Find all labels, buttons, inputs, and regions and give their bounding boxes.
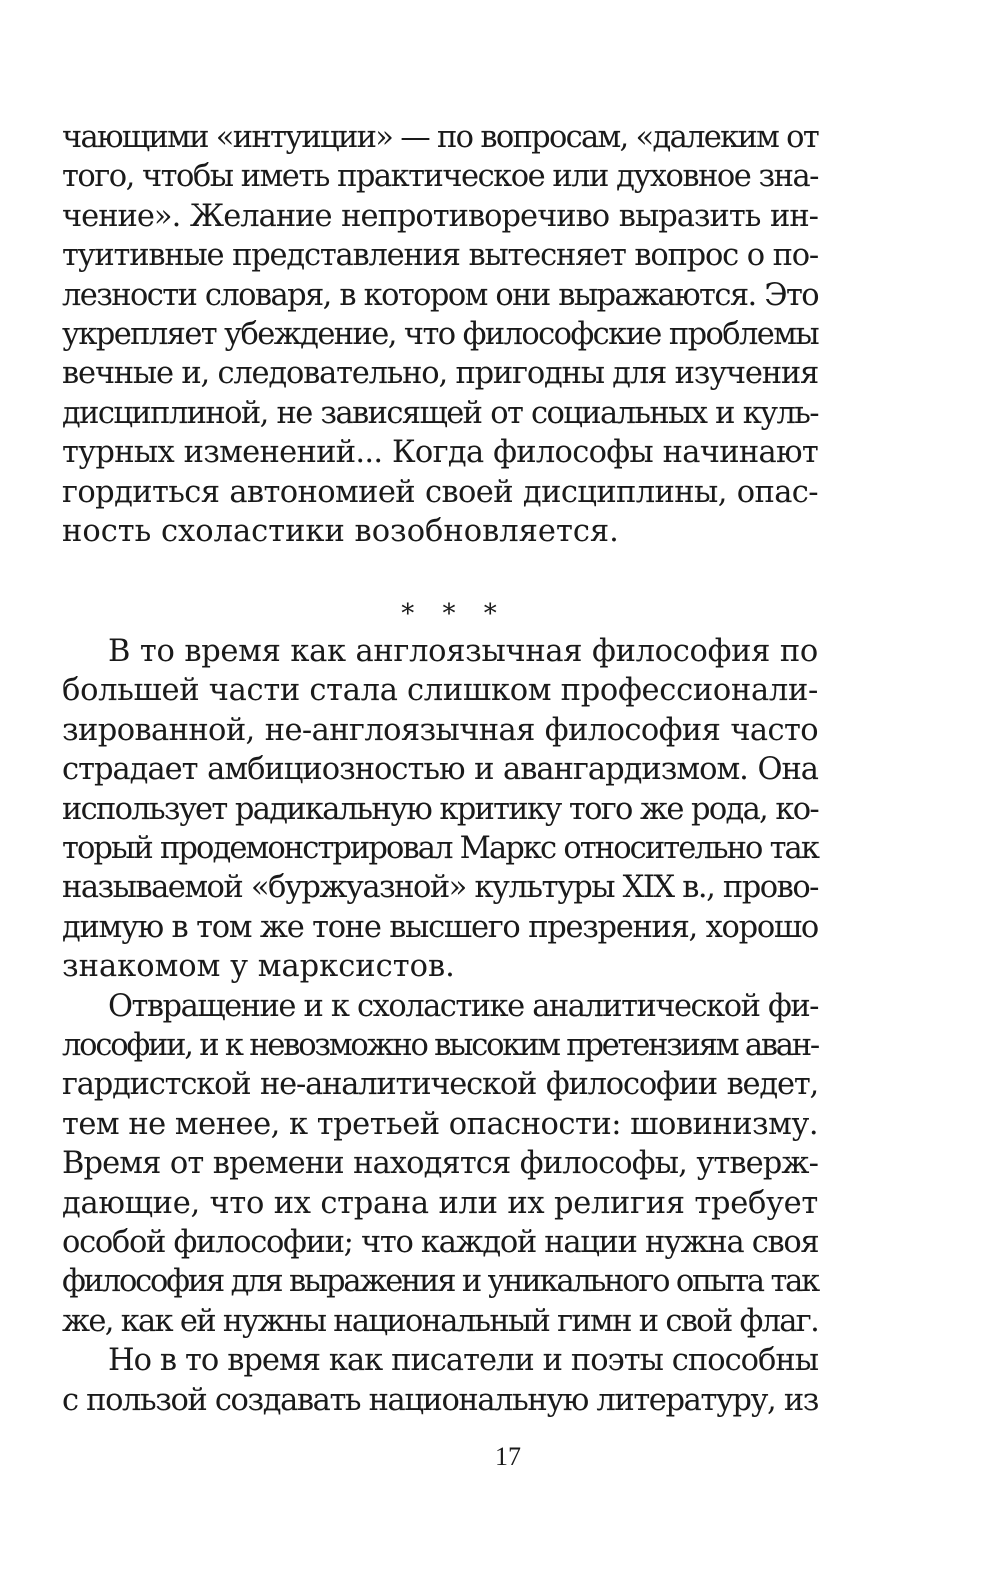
paragraph-3 [62, 987, 818, 1342]
text-line: лософии, и к невозможно высоким претензиям аван- [62, 1027, 819, 1063]
paragraph-2 [62, 632, 818, 987]
text-line: страдает амбициозностью и авангардизмом. Она [62, 752, 818, 788]
text-line: ность схоластики возобновляется. [62, 513, 619, 549]
text-line: вечные и, следовательно, пригодны для изучения [62, 356, 818, 392]
text-line: того, чтобы иметь практическое или духовное зна- [62, 159, 818, 195]
text-line: Время от времени находятся философы, утверж- [62, 1146, 818, 1182]
text-line: торый продемонстрировал Маркс относительно так [62, 831, 818, 867]
text-line: турных изменений... Когда философы начинают [62, 435, 818, 471]
text-line: укрепляет убеждение, что философские проблемы [62, 316, 819, 352]
text-line: гардистской не-аналитической философии ведет, [62, 1067, 818, 1103]
text-line: чение». Желание непротиворечиво выразить ин- [62, 198, 818, 234]
text-line: дисциплиной, не зависящей от социальных и куль- [62, 395, 818, 431]
section-separator [62, 591, 818, 632]
text-line: называемой «буржуазной» культуры XIX в., прово- [62, 870, 818, 906]
text-line: использует радикальную критику того же рода, ко- [62, 791, 818, 827]
text-line: гордиться автономией своей дисциплины, опас- [62, 474, 818, 510]
text-line: Но в то время как писатели и поэты способны [108, 1343, 818, 1379]
page-number: 17 [495, 1442, 521, 1471]
text-line: знакомом у марксистов. [62, 949, 455, 985]
text-line: В то время как англоязычная философия по [108, 634, 818, 670]
text-line: Отвращение и к схоластике аналитической фи- [108, 988, 818, 1024]
text-line: большей части стала слишком профессионали- [62, 673, 818, 709]
text-line: лезности словаря, в котором они выражаются. Это [62, 277, 818, 313]
text-line: с пользой создавать национальную литературу, из [62, 1382, 818, 1418]
paragraph-4 [62, 1341, 818, 1420]
text-line: чающими «интуиции» — по вопросам, «далеким от [62, 120, 818, 155]
asterism: * * * [401, 598, 507, 629]
body-text [62, 118, 818, 1420]
text-line: зированной, не-англоязычная философия часто [62, 712, 818, 748]
text-line: философия для выражения и уникального опыта так [62, 1264, 818, 1300]
text-line: же, как ей нужны национальный гимн и свой флаг. [62, 1303, 819, 1339]
text-line: димую в том же тоне высшего презрения, хорошо [62, 909, 818, 945]
text-line: тем не менее, к третьей опасности: шовинизму. [62, 1106, 819, 1142]
text-line: дающие, что их страна или их религия требует [62, 1185, 818, 1221]
paragraph-1 [62, 118, 818, 551]
text-line: туитивные представления вытесняет вопрос о по- [62, 238, 818, 274]
text-line: особой философии; что каждой нации нужна своя [62, 1224, 819, 1260]
spacer [62, 551, 818, 590]
